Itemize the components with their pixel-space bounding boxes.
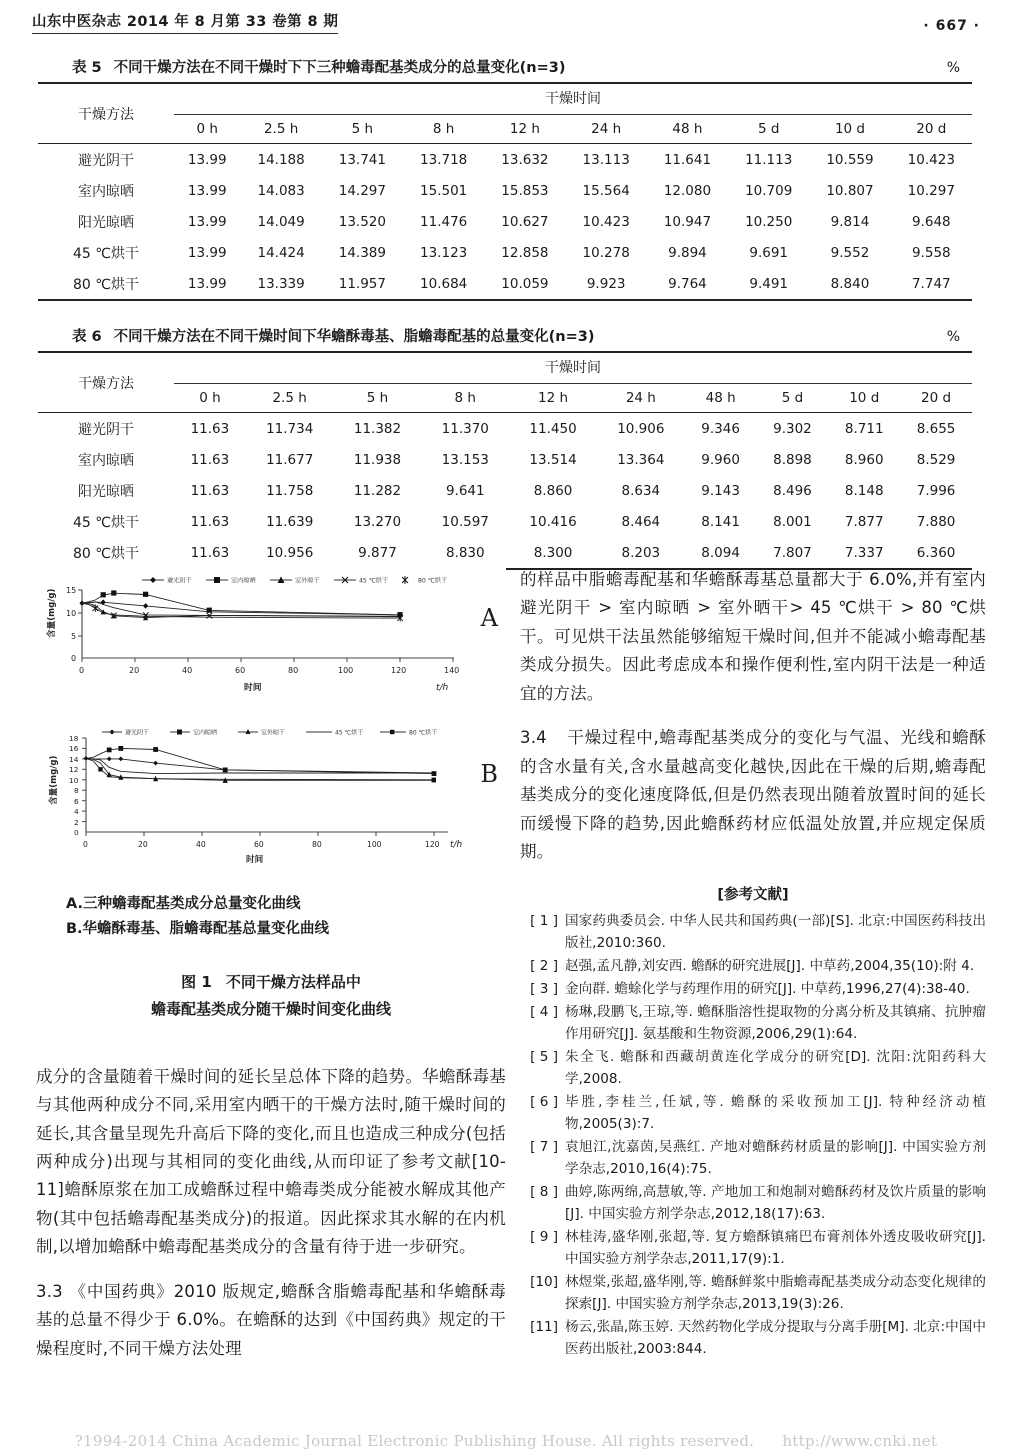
cell: 12.858: [501, 244, 549, 261]
cell: 14.424: [257, 244, 305, 261]
cell: 11.476: [420, 213, 468, 230]
cell: 10.684: [420, 275, 468, 292]
cell: 13.718: [420, 151, 468, 168]
table-5-col-1: 2.5 h: [263, 121, 299, 137]
reference-item: [520, 1046, 986, 1090]
figure-a-letter: A: [480, 604, 498, 632]
svg-text:60: 60: [254, 840, 264, 849]
table-5-number: 表 5: [72, 60, 102, 76]
reference-number: [11]: [530, 1319, 558, 1336]
cell: 8.634: [621, 482, 661, 499]
chart-b-svg: [36, 720, 496, 878]
table-6-col-4: 12 h: [538, 390, 569, 406]
svg-text:8: 8: [74, 786, 79, 795]
table-6-col-6: 48 h: [705, 390, 736, 406]
cell: 8.203: [621, 544, 661, 561]
chart-b-legend: [102, 728, 437, 736]
cell: 10.423: [582, 213, 630, 230]
table-row: [38, 144, 972, 176]
cell: 7.880: [916, 513, 956, 530]
table-6-number: 表 6: [72, 329, 102, 345]
table-5-timepoint-row: [38, 115, 972, 144]
cell: 9.143: [701, 482, 740, 499]
copyright-notice: ?1994-2014 China Academic Journal Electronic Publishing House. All rights reserved.: [74, 1432, 755, 1450]
section-3-3-number: 3.3: [36, 1281, 63, 1301]
svg-text:室内晾晒: 室内晾晒: [193, 729, 218, 737]
reference-item: [520, 910, 986, 954]
footer-url: http://www.cnki.net: [782, 1432, 938, 1450]
cell: 11.957: [338, 275, 386, 292]
table-5-col-2: 5 h: [351, 121, 374, 137]
reference-number: [ 9 ]: [530, 1228, 558, 1245]
cell: 10.416: [529, 513, 577, 530]
cell: 8.655: [916, 420, 956, 437]
reference-text: 杨云,张晶,陈玉婷. 天然药物化学成分提取与分离手册[M]. 北京:中国中医药出版社,2003:844.: [565, 1319, 986, 1358]
table-6-col-2: 5 h: [366, 390, 389, 406]
svg-text:时间: 时间: [244, 683, 262, 693]
svg-text:室外晾干: 室外晾干: [261, 729, 286, 737]
cell: 10.597: [441, 513, 489, 530]
reference-text: 金向群. 蟾蜍化学与药理作用的研究[J]. 中草药,1996,27(4):38-40.: [565, 980, 970, 997]
cell: 15.564: [582, 182, 630, 199]
cell: 9.814: [830, 213, 870, 230]
cell: 10.423: [907, 151, 955, 168]
table-6-group-header: 干燥时间: [174, 352, 972, 384]
cell: 8.001: [773, 513, 812, 530]
reference-item: [520, 1091, 986, 1135]
svg-text:2: 2: [74, 818, 79, 827]
cell: 9.641: [445, 482, 485, 499]
chart-a-svg: [36, 566, 496, 714]
svg-text:14: 14: [69, 755, 79, 764]
cell: 9.894: [668, 244, 707, 261]
svg-text:避光阴干: 避光阴干: [125, 729, 150, 737]
cell: 8.141: [701, 513, 740, 530]
reference-text: 赵强,孟凡静,刘安西. 蟾酥的研究进展[J]. 中草药,2004,35(10):附 4.: [565, 957, 975, 974]
cell: 13.153: [441, 451, 489, 468]
cell: 9.491: [749, 275, 789, 292]
figure-caption-line1: 不同干燥方法样品中: [225, 972, 361, 991]
reference-number: [ 4 ]: [530, 1003, 558, 1020]
table-5-row-0-method: 避光阴干: [78, 152, 134, 169]
cell: 13.514: [529, 451, 577, 468]
cell: 9.552: [830, 244, 870, 261]
right-column: [520, 566, 986, 1361]
cell: 11.370: [441, 420, 489, 437]
figure-number: 图 1: [181, 972, 212, 991]
figure-caption: [36, 969, 506, 1023]
svg-text:80: 80: [312, 840, 322, 849]
table-5-col-6: 48 h: [672, 121, 703, 137]
cell: 11.677: [266, 451, 314, 468]
reference-item: [520, 1226, 986, 1270]
table-6-row-3-method: 45 ℃烘干: [73, 514, 139, 531]
table-6-row-4-method: 80 ℃烘干: [73, 545, 139, 562]
svg-text:60: 60: [235, 666, 246, 675]
reference-number: [ 2 ]: [530, 957, 558, 974]
references-heading: [参考文献]: [717, 886, 789, 903]
cell: 11.63: [190, 513, 230, 530]
cell: 7.747: [911, 275, 951, 292]
table-5-col-7: 5 d: [757, 121, 780, 137]
table-row: [38, 444, 972, 475]
cell: 13.99: [187, 275, 227, 292]
svg-text:100: 100: [338, 666, 354, 675]
table-5-col-0: 0 h: [196, 121, 218, 137]
cell: 7.807: [773, 544, 812, 561]
table-5-row-3-method: 45 ℃烘干: [73, 245, 139, 262]
reference-item: [520, 955, 986, 977]
chart-a-axes: [82, 590, 454, 658]
table-6-timepoint-row: [38, 384, 972, 413]
table-row: [38, 175, 972, 206]
references-list: [520, 910, 986, 1360]
figure-b-letter: B: [480, 760, 498, 788]
reference-item: [520, 978, 986, 1000]
table-6-col-9: 20 d: [921, 390, 952, 406]
reference-number: [ 6 ]: [530, 1093, 558, 1110]
reference-text: 袁旭江,沈嘉茵,吴燕红. 产地对蟾酥药材质量的影响[J]. 中国实验方剂学杂志,2010,16(4):75.: [565, 1138, 986, 1177]
svg-text:0: 0: [83, 840, 88, 849]
table-6-col-5: 24 h: [625, 390, 656, 406]
table-6-col-0: 0 h: [199, 390, 221, 406]
cell: 8.860: [533, 482, 573, 499]
cell: 13.364: [617, 451, 665, 468]
cell: 14.049: [257, 213, 305, 230]
svg-text:120: 120: [425, 840, 440, 849]
cell: 8.529: [916, 451, 956, 468]
figure-caption-line2: 蟾毒配基类成分随干燥时间变化曲线: [150, 999, 391, 1018]
svg-text:45 ℃烘干: 45 ℃烘干: [335, 729, 364, 737]
chart-b-yaxis: [47, 734, 86, 837]
svg-text:4: 4: [74, 807, 79, 816]
cell: 13.123: [420, 244, 468, 261]
section-3-4-number: 3.4: [520, 728, 547, 748]
cell: 10.059: [501, 275, 549, 292]
cell: 10.278: [582, 244, 630, 261]
cell: 7.877: [844, 513, 884, 530]
cell: 9.691: [749, 244, 789, 261]
running-head: [32, 10, 980, 34]
cell: 10.807: [826, 182, 874, 199]
table-6-row-0-method: 避光阴干: [78, 421, 134, 438]
reference-item: [520, 1136, 986, 1180]
table-5: [38, 82, 972, 301]
svg-text:80 ℃烘干: 80 ℃烘干: [409, 729, 438, 737]
cell: 11.63: [190, 420, 230, 437]
table-5-col-4: 12 h: [509, 121, 540, 137]
reference-text: 林桂涛,盛华刚,张超,等. 复方蟾酥镇痛巴布膏剂体外透皮吸收研究[J]. 中国实验方剂学杂志,2011,17(9):1.: [565, 1228, 986, 1267]
section-3-3: [36, 1278, 506, 1363]
cell: 10.906: [617, 420, 665, 437]
table-row: [38, 475, 972, 506]
cell: 15.853: [501, 182, 549, 199]
table-6-unit: %: [946, 329, 960, 345]
reference-text: 国家药典委员会. 中华人民共和国药典(一部)[S]. 北京:中国医药科技出版社,2010:360.: [565, 912, 986, 951]
svg-text:5: 5: [71, 632, 77, 641]
reference-item: [520, 1001, 986, 1045]
chart-a-xaxis: [79, 658, 459, 693]
svg-text:80 ℃烘干: 80 ℃烘干: [418, 577, 448, 585]
left-column: [36, 566, 506, 1380]
svg-text:40: 40: [196, 840, 206, 849]
cell: 10.250: [745, 213, 793, 230]
page-number: · 667 ·: [923, 18, 980, 34]
cell: 13.113: [582, 151, 630, 168]
left-paragraph-1: 成分的含量随着干燥时间的延长呈总体下降的趋势。华蟾酥毒基与其他两种成分不同,采用室内晒干的干燥方法时,随干燥时间的延长,其含量呈现先升高后下降的变化,而且也造成三种成分(包括两种成分)出现与其相同的变化曲线,从而印证了参考文献[10-11]蟾酥原浆在加工成蟾酥过程中蟾毒类成分能被水解成其他产物(其中包括蟾毒配基类成分)的报道。因此探求其水解的在内机制,以增加蟾酥中蟾毒配基类成分的含量有待于进一步研究。: [36, 1066, 506, 1256]
cell: 13.99: [187, 182, 227, 199]
section-3-4: [520, 724, 986, 866]
table-5-title: 不同干燥方法在不同干燥时下下三种蟾毒配基类成分的总量变化(n=3): [113, 60, 566, 76]
cell: 7.337: [844, 544, 884, 561]
cell: 10.559: [826, 151, 874, 168]
table-row: [38, 506, 972, 537]
reference-text: 曲婷,陈两绵,高慧敏,等. 产地加工和炮制对蟾酥药材及饮片质量的影响[J]. 中国实验方剂学杂志,2012,18(17):63.: [565, 1183, 986, 1222]
page-footer: [0, 1432, 1012, 1450]
cell: 15.501: [420, 182, 468, 199]
cell: 11.450: [529, 420, 577, 437]
svg-text:18: 18: [69, 734, 79, 743]
svg-text:12: 12: [69, 765, 79, 774]
cell: 8.300: [533, 544, 573, 561]
cell: 11.758: [266, 482, 314, 499]
figure-1b: [36, 720, 506, 878]
cell: 11.63: [190, 544, 230, 561]
svg-text:15: 15: [66, 586, 77, 595]
reference-item: [520, 1316, 986, 1360]
svg-text:0: 0: [71, 654, 77, 663]
cell: 10.956: [266, 544, 314, 561]
cell: 14.297: [338, 182, 386, 199]
reference-number: [ 7 ]: [530, 1138, 558, 1155]
svg-text:室内晾晒: 室内晾晒: [231, 577, 256, 585]
reference-number: [ 1 ]: [530, 912, 558, 929]
table-6-row-1-method: 室内晾晒: [78, 452, 134, 469]
cell: 9.923: [586, 275, 626, 292]
cell: 11.282: [353, 482, 402, 499]
cell: 9.346: [701, 420, 740, 437]
cell: 13.99: [187, 151, 227, 168]
svg-text:时间: 时间: [246, 855, 264, 865]
cell: 8.960: [844, 451, 884, 468]
cell: 10.627: [501, 213, 549, 230]
reference-number: [ 5 ]: [530, 1048, 558, 1065]
svg-text:含量(mg/g): 含量(mg/g): [49, 755, 59, 805]
table-5-unit: %: [946, 60, 960, 76]
cell: 13.99: [187, 213, 227, 230]
reference-text: 朱全飞. 蟾酥和西藏胡黄连化学成分的研究[D]. 沈阳:沈阳药科大学,2008.: [565, 1048, 986, 1087]
figure-subcaption-a: A.三种蟾毒配基类成分总量变化曲线: [66, 896, 301, 912]
chart-a-legend: [142, 576, 447, 585]
cell: 13.99: [187, 244, 227, 261]
reference-number: [ 3 ]: [530, 980, 558, 997]
cell: 8.148: [844, 482, 884, 499]
cell: 13.339: [257, 275, 305, 292]
table-6-row-2-method: 阳光晾晒: [78, 483, 134, 500]
section-3-4-text: 干燥过程中,蟾毒配基类成分的变化与气温、光线和蟾酥的含水量有关,含水量越高变化越快,因此在干燥的后期,蟾毒配基类成分的变化速度降低,但是仍然表现出随着放置时间的延长而缓慢下降的趋势,因此蟾酥药材应低温处放置,并应规定保质期。: [520, 728, 986, 861]
cell: 13.270: [353, 513, 402, 530]
cell: 13.741: [338, 151, 386, 168]
svg-text:t/h: t/h: [436, 683, 449, 693]
cell: 9.764: [668, 275, 707, 292]
cell: 11.63: [190, 482, 230, 499]
cell: 8.094: [701, 544, 740, 561]
cell: 10.297: [907, 182, 955, 199]
cell: 8.898: [773, 451, 812, 468]
table-5-col-8: 10 d: [834, 121, 865, 137]
cell: 9.648: [911, 213, 951, 230]
table-5-col-5: 24 h: [591, 121, 622, 137]
reference-item: [520, 1271, 986, 1315]
right-paragraph-continued: 的样品中脂蟾毒配基和华蟾酥毒基总量都大于 6.0%,并有室内避光阴干 > 室内晾晒 > 室外晒干> 45 ℃烘干 > 80 ℃烘干。可见烘干法虽然能够缩短干燥时间,但并不能减小蟾毒配基类成分损失。因此考虑成本和操作便利性,室内阴干法是一种适宜的方法。: [520, 570, 986, 703]
svg-text:t/h: t/h: [450, 840, 463, 850]
cell: 11.639: [266, 513, 314, 530]
svg-text:40: 40: [182, 666, 193, 675]
svg-text:20: 20: [138, 840, 148, 849]
svg-text:16: 16: [69, 744, 79, 753]
svg-text:45 ℃烘干: 45 ℃烘干: [359, 577, 389, 585]
cell: 9.960: [701, 451, 740, 468]
svg-text:120: 120: [391, 666, 407, 675]
table-5-row-1-method: 室内晾晒: [78, 183, 134, 200]
cell: 10.947: [663, 213, 712, 230]
cell: 12.080: [663, 182, 712, 199]
table-6-method-header: 干燥方法: [78, 375, 134, 392]
svg-text:10: 10: [69, 776, 79, 785]
cell: 8.830: [445, 544, 485, 561]
chart-b-xaxis: [83, 832, 463, 865]
cell: 8.711: [844, 420, 884, 437]
cell: 11.641: [663, 151, 712, 168]
section-3-3-text: 《中国药典》2010 版规定,蟾酥含脂蟾毒配基和华蟾酥毒基的总量不得少于 6.0%。在蟾酥的达到《中国药典》规定的干燥程度时,不同干燥方法处理: [36, 1281, 506, 1358]
table-row: [38, 413, 972, 445]
cell: 11.113: [745, 151, 793, 168]
cell: 9.877: [358, 544, 397, 561]
cell: 11.382: [353, 420, 402, 437]
cell: 7.996: [916, 482, 956, 499]
cell: 14.188: [257, 151, 305, 168]
journal-title: 山东中医杂志 2014 年 8 月第 33 卷第 8 期: [32, 10, 338, 34]
cell: 11.734: [266, 420, 314, 437]
figure-subcaptions: [36, 892, 506, 943]
table-6-title: 不同干燥方法在不同干燥时间下华蟾酥毒基、脂蟾毒配基的总量变化(n=3): [113, 329, 595, 345]
svg-text:0: 0: [79, 666, 85, 675]
table-5-col-3: 8 h: [432, 121, 455, 137]
svg-text:20: 20: [129, 666, 140, 675]
cell: 14.083: [257, 182, 305, 199]
svg-text:80: 80: [288, 666, 299, 675]
reference-text: 毕胜,李桂兰,任斌,等. 蟾酥的采收预加工[J]. 特种经济动植物,2005(3):7.: [565, 1093, 986, 1132]
table-6-col-7: 5 d: [781, 390, 804, 406]
table-6-col-1: 2.5 h: [272, 390, 307, 406]
cell: 9.302: [773, 420, 812, 437]
cell: 8.464: [621, 513, 661, 530]
figure-1a: [36, 566, 506, 714]
cell: 14.389: [338, 244, 386, 261]
cell: 9.558: [911, 244, 951, 261]
svg-text:6: 6: [74, 797, 79, 806]
cell: 13.632: [501, 151, 549, 168]
cell: 10.709: [745, 182, 793, 199]
chart-b-series: [86, 748, 434, 780]
svg-text:避光阴干: 避光阴干: [167, 577, 192, 585]
chart-b-axes: [86, 738, 448, 832]
table-row: [38, 206, 972, 237]
table-6-block: [38, 325, 972, 570]
reference-item: [520, 1181, 986, 1225]
chart-a-yaxis: [45, 586, 82, 663]
svg-text:10: 10: [66, 609, 77, 618]
cell: 8.496: [773, 482, 812, 499]
table-5-group-header: 干燥时间: [174, 83, 972, 115]
chart-a-series: [82, 593, 400, 618]
table-row: [38, 237, 972, 268]
reference-text: 杨琳,段鹏飞,王琼,等. 蟾酥脂溶性提取物的分离分析及其镇痛、抗肿瘤作用研究[J]. 氨基酸和生物资源,2006,29(1):64.: [565, 1003, 986, 1042]
cell: 8.840: [830, 275, 870, 292]
svg-text:140: 140: [444, 666, 460, 675]
cell: 6.360: [916, 544, 956, 561]
reference-text: 林煜棠,张超,盛华刚,等. 蟾酥鲜浆中脂蟾毒配基类成分动态变化规律的探索[J]. 中国实验方剂学杂志,2013,19(3):26.: [565, 1274, 986, 1313]
reference-number: [ 8 ]: [530, 1183, 558, 1200]
svg-text:0: 0: [74, 828, 79, 837]
table-6-col-3: 8 h: [454, 390, 476, 406]
table-5-block: [38, 56, 972, 301]
table-5-caption: [38, 56, 972, 82]
table-6: [38, 351, 972, 570]
table-5-row-4-method: 80 ℃烘干: [73, 276, 139, 293]
reference-number: [10]: [530, 1274, 558, 1290]
table-6-col-8: 10 d: [849, 390, 880, 406]
figure-subcaption-b: B.华蟾酥毒基、脂蟾毒配基总量变化曲线: [66, 921, 330, 938]
table-5-col-9: 20 d: [916, 121, 947, 137]
table-5-method-header: 干燥方法: [78, 106, 134, 123]
table-6-caption: [38, 325, 972, 351]
svg-text:室外晾干: 室外晾干: [295, 577, 320, 585]
table-row: [38, 268, 972, 300]
table-row: [38, 537, 972, 569]
svg-text:100: 100: [367, 840, 382, 849]
cell: 13.520: [338, 213, 386, 230]
cell: 11.938: [353, 451, 402, 468]
cell: 11.63: [190, 451, 230, 468]
svg-text:含量(mg/g): 含量(mg/g): [47, 588, 57, 638]
table-5-row-2-method: 阳光晾晒: [78, 214, 134, 231]
chart-b-markers: [84, 746, 437, 783]
